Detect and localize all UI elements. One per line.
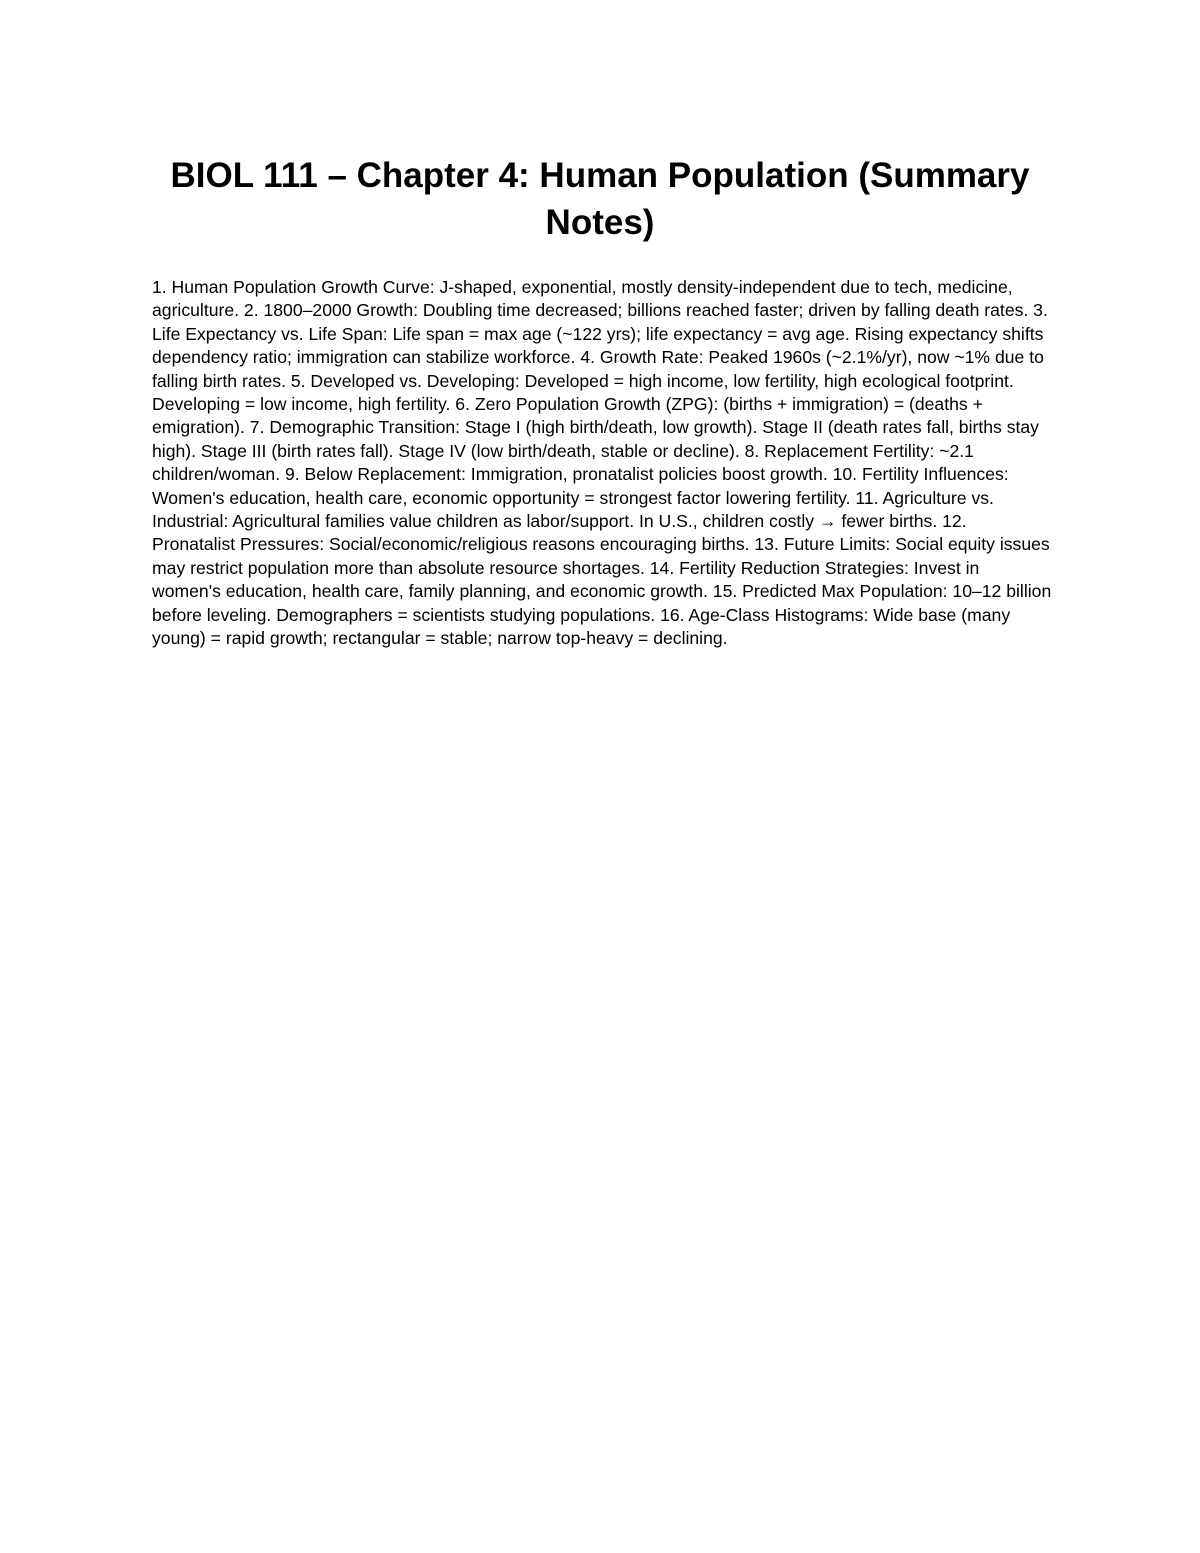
- document-title: BIOL 111 – Chapter 4: Human Population (Summary Notes): [170, 156, 1030, 242]
- document-body-paragraph: 1. Human Population Growth Curve: J-shaped, exponential, mostly density-independent due to tech, medicine, agriculture. 2. 1800–2000 Growth: Doubling time decreased; billions reached faster; driven by falling death rates. 3. Life Expectancy vs. Life Span: Life span = max age (~122 yrs); life expectancy = avg age. Rising expectancy shifts dependency ratio; immigration can stabilize workforce. 4. Growth Rate: Peaked 1960s (~2.1%/yr), now ~1% due to falling birth rates. 5. Developed vs. Developing: Developed = high income, low fertility, high ecological footprint. Developing = low income, high fertility. 6. Zero Population Growth (ZPG): (births + immigration) = (deaths + emigration). 7. Demographic Transition: Stage I (high birth/death, low growth). Stage II (death rates fall, births stay high). Stage III (birth rates fall). Stage IV (low birth/death, stable or decline). 8. Replacement Fertility: ~2.1 children/woman. 9. Below Replacement: Immigration, pronatalist policies boost growth. 10. Fertility Influences: Women's education, health care, economic opportunity = strongest factor lowering fertility. 11. Agriculture vs. Industrial: Agricultural families value children as labor/support. In U.S., children costly → fewer births. 12. Pronatalist Pressures: Social/economic/religious reasons encouraging births. 13. Future Limits: Social equity issues may restrict population more than absolute resource shortages. 14. Fertility Reduction Strategies: Invest in women's education, health care, family planning, and economic growth. 15. Predicted Max Population: 10–12 billion before leveling. Demographers = scientists studying populations. 16. Age-Class Histograms: Wide base (many young) = rapid growth; rectangular = stable; narrow top-heavy = declining.: [152, 277, 1052, 649]
